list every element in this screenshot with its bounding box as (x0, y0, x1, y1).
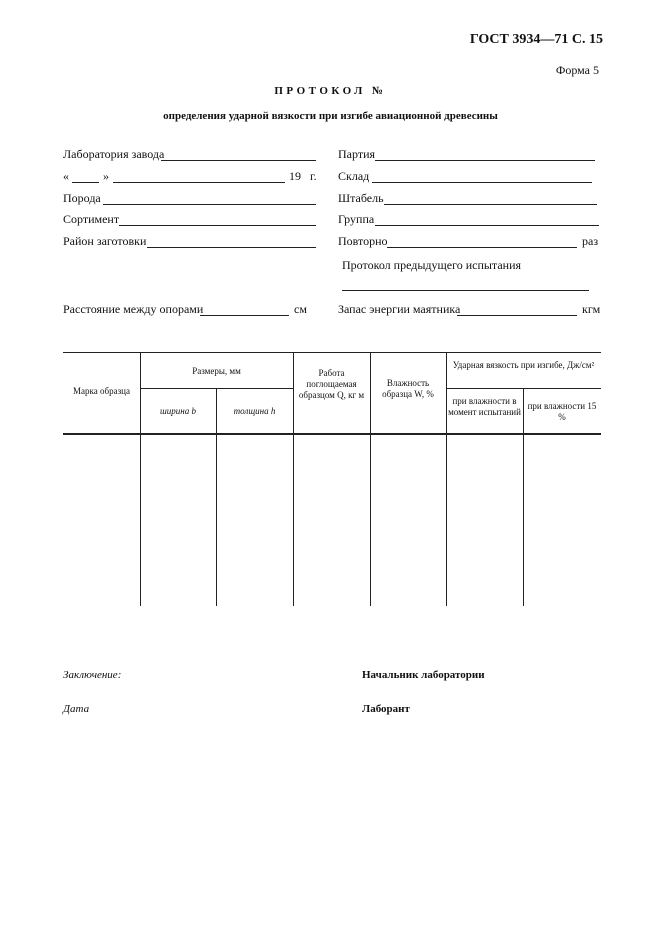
col-line-3 (293, 352, 294, 606)
sortiment-label: Сортимент (63, 212, 120, 226)
table-top-border (63, 352, 601, 353)
raion-label: Район заготовки (63, 234, 147, 248)
year-label: 19 (289, 169, 301, 183)
sklad-label: Склад (338, 169, 370, 183)
header-marka: Марка образца (73, 386, 130, 396)
gruppa-label: Группа (338, 212, 375, 226)
header-pri-moment: при влажности в момент испытаний (448, 396, 521, 417)
month-line[interactable] (113, 182, 285, 183)
raz-label: раз (582, 234, 599, 248)
povtorno-line[interactable] (387, 247, 577, 248)
header-tolshchina: толщина h (233, 406, 276, 416)
day-line[interactable] (72, 182, 99, 183)
previous-protocol-line[interactable] (342, 290, 589, 291)
partiya-label: Партия (338, 147, 376, 161)
col-line-5 (446, 352, 447, 606)
zaklyuchenie-label: Заключение: (63, 669, 122, 681)
shtabel-line[interactable] (384, 204, 597, 205)
col-line-6 (523, 388, 524, 606)
zapas-label: Запас энергии маятника (338, 302, 461, 316)
laboratory-line[interactable] (161, 160, 316, 161)
header-vlazhnost: Влажность образца W, % (382, 378, 434, 399)
protocol-title: ПРОТОКОЛ № (274, 85, 387, 97)
laboratory-label: Лаборатория завода (63, 147, 165, 161)
poroda-line[interactable] (103, 204, 316, 205)
rasstoyanie-label: Расстояние между опорами (63, 302, 204, 316)
col-line-4 (370, 352, 371, 606)
header-bottom-border (63, 433, 601, 435)
year-suffix: г. (310, 169, 317, 183)
header-rabota: Работа поглощаемая образцом Q, кг м (298, 368, 365, 400)
partiya-line[interactable] (375, 160, 595, 161)
gost-number: ГОСТ 3934—71 С. 15 (469, 32, 603, 47)
data-label: Дата (63, 703, 90, 715)
raion-line[interactable] (147, 247, 316, 248)
header-razmery: Размеры, мм (192, 366, 241, 376)
previous-protocol-label: Протокол предыдущего испытания (342, 258, 522, 272)
povtorno-label: Повторно (338, 234, 388, 248)
sm-unit: см (294, 302, 307, 316)
results-table (63, 352, 601, 606)
sklad-line[interactable] (372, 182, 592, 183)
gruppa-line[interactable] (375, 225, 599, 226)
quote-close: » (103, 169, 109, 183)
sortiment-line[interactable] (119, 225, 316, 226)
header-pri-15: при влажности 15 % (527, 401, 597, 422)
header-vyazkost: Ударная вязкость при изгибе, Дж/см² (452, 360, 595, 370)
col-line-2 (216, 388, 217, 606)
laborant-label: Лаборант (362, 703, 410, 715)
rasstoyanie-line[interactable] (200, 315, 289, 316)
header-shirina: ширина b (159, 406, 196, 416)
quote-open: « (63, 169, 69, 183)
poroda-label: Порода (63, 191, 101, 205)
protocol-subtitle: определения ударной вязкости при изгибе авиационной древесины (163, 110, 498, 122)
nachalnik-label: Начальник лаборатории (362, 669, 485, 681)
kgm-unit: кгм (582, 302, 601, 316)
shtabel-label: Штабель (338, 191, 384, 205)
form-number: Форма 5 (555, 63, 599, 77)
col-line-1 (140, 352, 141, 606)
zapas-line[interactable] (457, 315, 577, 316)
